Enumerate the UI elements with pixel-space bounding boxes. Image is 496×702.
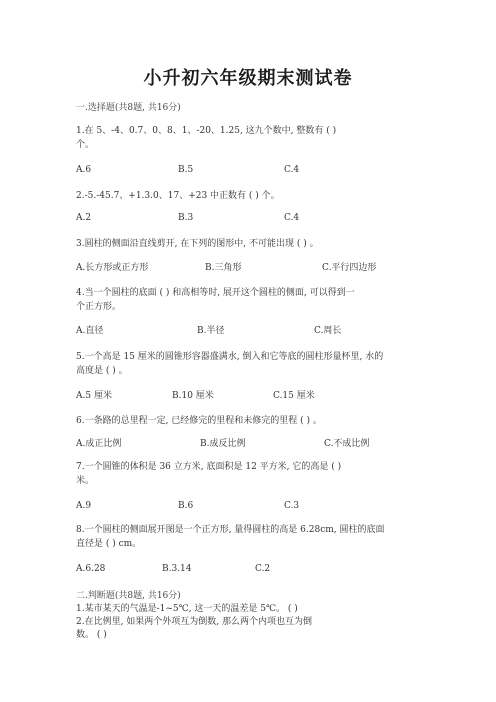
question-4-option-b: B.半径 <box>197 326 225 336</box>
question-5-option-a: A.5 厘米 <box>76 391 112 401</box>
question-5-line-1: 5.一个高是 15 厘米的圆锥形容器盛满水, 倒入和它等底的圆柱形量杯里, 水的 <box>76 352 384 362</box>
judgement-item-2-line-1: 2.在比例里, 如果两个外项互为倒数, 那么两个内项也互为倒 <box>76 617 313 627</box>
question-7-line-1: 7.一个圆锥的体积是 36 立方米, 底面积是 12 平方米, 它的高是 ( ) <box>76 462 342 472</box>
question-1-line-2: 个。 <box>76 140 95 150</box>
question-4-line-2: 个正方形。 <box>76 302 122 312</box>
question-1-option-a: A.6 <box>76 165 92 175</box>
question-6-option-c: C.不成比例 <box>324 439 370 449</box>
question-7-option-c: C.3 <box>284 501 300 511</box>
question-2-line-1: 2.-5.-45.7、+1.3.0、17、+23 中正数有 ( ) 个。 <box>76 191 280 201</box>
question-6-option-b: B.成反比例 <box>200 439 246 449</box>
question-7-line-2: 米。 <box>76 476 95 486</box>
question-8-line-1: 8.一个圆柱的侧面展开图是一个正方形, 量得圆柱的高是 6.28cm, 圆柱的底面 <box>76 525 385 535</box>
question-5-option-b: B.10 厘米 <box>172 391 214 401</box>
question-8-option-c: C.2 <box>255 564 271 574</box>
question-8-line-2: 直径是 ( ) cm。 <box>76 539 142 549</box>
question-4-option-a: A.直径 <box>76 326 104 336</box>
judgement-item-1: 1.某市某天的气温是-1~5℃, 这一天的温差是 5℃。 ( ) <box>76 604 298 614</box>
section-heading-choice: 一.选择题(共8题, 共16分) <box>76 103 181 113</box>
question-4-line-1: 4.当一个圆柱的底面 ( ) 和高相等时, 展开这个圆柱的侧面, 可以得到一 <box>76 288 355 298</box>
question-2-option-c: C.4 <box>284 213 300 223</box>
question-1-line-1: 1.在 5、-4、0.7、0、8、1、-20、1.25, 这九个数中, 整数有 ( ) <box>76 126 337 136</box>
question-6-line-1: 6.一条路的总里程一定, 已经修完的里程和未修完的里程 ( ) 。 <box>76 416 322 426</box>
question-7-option-a: A.9 <box>76 501 92 511</box>
section-heading-judgement: 二.判断题(共8题, 共16分) <box>76 591 181 601</box>
judgement-item-2-line-2: 数。 ( ) <box>76 630 107 640</box>
question-1-option-b: B.5 <box>178 165 194 175</box>
question-2-option-a: A.2 <box>76 213 92 223</box>
question-6-option-a: A.成正比例 <box>76 439 122 449</box>
question-8-option-b: B.3.14 <box>162 564 192 574</box>
question-1-option-c: C.4 <box>284 165 300 175</box>
question-5-line-2: 高度是 ( ) 。 <box>76 366 128 376</box>
question-3-option-b: B.三角形 <box>205 263 242 273</box>
question-8-option-a: A.6.28 <box>76 564 106 574</box>
document-title: 小升初六年级期末测试卷 <box>143 68 353 89</box>
question-3-line-1: 3.圆柱的侧面沿直线剪开, 在下列的图形中, 不可能出现 ( ) 。 <box>76 239 319 249</box>
question-7-option-b: B.6 <box>178 501 194 511</box>
question-3-option-c: C.平行四边形 <box>322 263 377 273</box>
question-4-option-c: C.周长 <box>314 326 342 336</box>
question-3-option-a: A.长方形或正方形 <box>76 263 149 273</box>
question-2-option-b: B.3 <box>178 213 194 223</box>
question-5-option-c: C.15 厘米 <box>273 391 315 401</box>
